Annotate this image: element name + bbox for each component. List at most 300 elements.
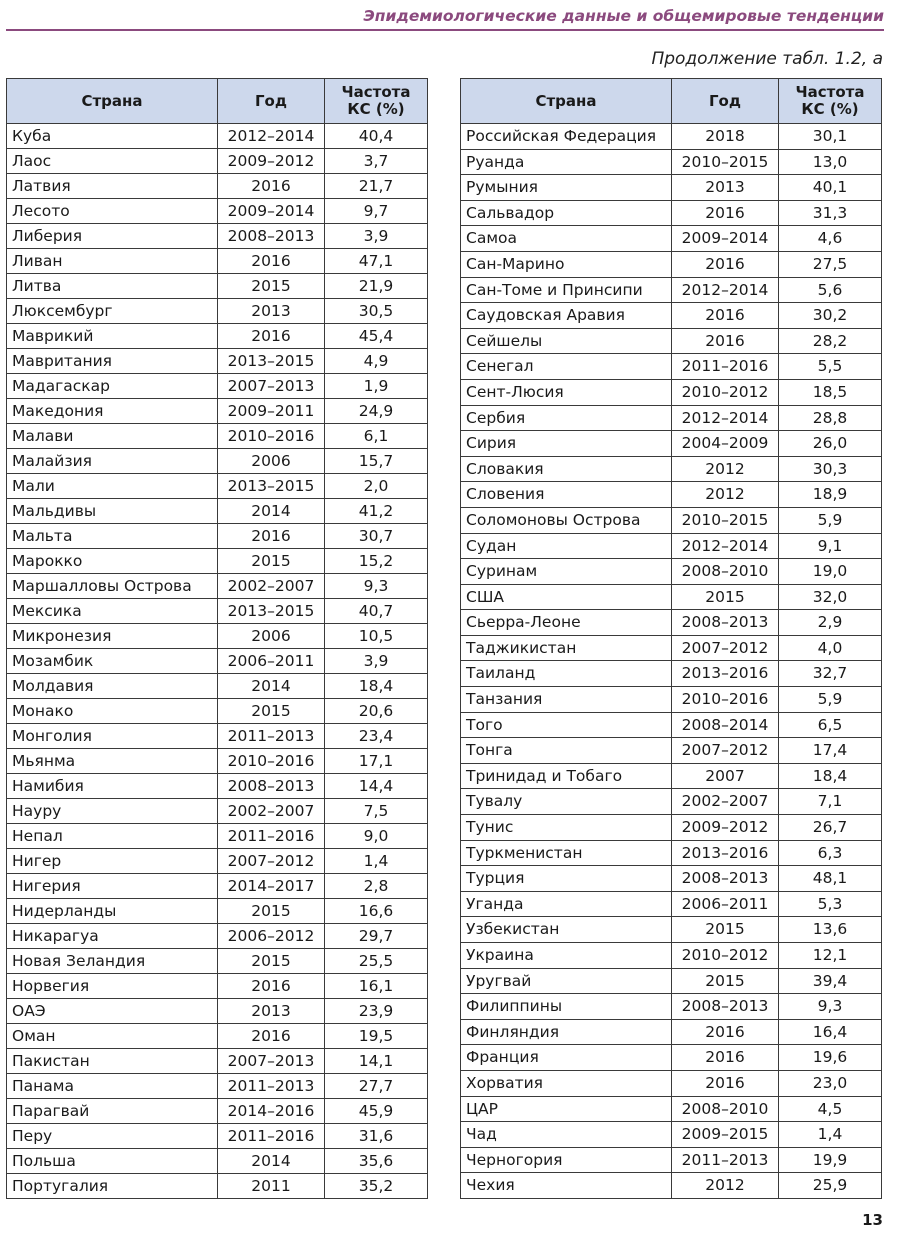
cell-country: Сьерра-Леоне (461, 610, 672, 636)
cell-rate: 28,8 (779, 405, 882, 431)
cell-year: 2015 (672, 584, 779, 610)
cell-country: Лаос (7, 149, 218, 174)
cell-rate: 40,4 (325, 124, 428, 149)
cell-year: 2010–2016 (218, 424, 325, 449)
cell-rate: 3,9 (325, 224, 428, 249)
cell-rate: 30,1 (779, 124, 882, 150)
table-row (7, 174, 428, 199)
cell-country: Нигер (7, 849, 218, 874)
cell-country: Сирия (461, 431, 672, 457)
cell-country: Мальта (7, 524, 218, 549)
cell-year: 2013 (218, 999, 325, 1024)
running-head-title: Эпидемиологические данные и общемировые тенденции (363, 7, 884, 25)
cell-country: Туркменистан (461, 840, 672, 866)
cell-year: 2002–2007 (218, 799, 325, 824)
cell-country: Руанда (461, 149, 672, 175)
cell-rate: 19,0 (779, 559, 882, 585)
table-row (7, 399, 428, 424)
cell-year: 2006 (218, 449, 325, 474)
cell-country: Сент-Люсия (461, 379, 672, 405)
cell-year: 2008–2010 (672, 1096, 779, 1122)
cell-country: Непал (7, 824, 218, 849)
cell-rate: 6,1 (325, 424, 428, 449)
cell-year: 2006–2011 (672, 891, 779, 917)
cell-country: Сан-Марино (461, 251, 672, 277)
table-row (7, 924, 428, 949)
cell-rate: 30,5 (325, 299, 428, 324)
cell-country: Узбекистан (461, 917, 672, 943)
left-table (6, 78, 428, 1199)
left-table-header-row (7, 79, 428, 124)
cell-year: 2015 (218, 949, 325, 974)
cell-rate: 12,1 (779, 943, 882, 969)
cell-rate: 47,1 (325, 249, 428, 274)
cell-year: 2014 (218, 674, 325, 699)
cell-rate: 3,7 (325, 149, 428, 174)
cell-rate: 41,2 (325, 499, 428, 524)
cell-rate: 17,1 (325, 749, 428, 774)
cell-rate: 1,9 (325, 374, 428, 399)
right-table (460, 78, 882, 1199)
cell-rate: 28,2 (779, 328, 882, 354)
cell-country: Нигерия (7, 874, 218, 899)
table-row (7, 299, 428, 324)
cell-year: 2008–2013 (672, 610, 779, 636)
table-row (461, 738, 882, 764)
cell-year: 2007–2012 (218, 849, 325, 874)
table-row (461, 456, 882, 482)
right-table-header-row (461, 79, 882, 124)
cell-country: Мьянма (7, 749, 218, 774)
cell-rate: 39,4 (779, 968, 882, 994)
cell-rate: 9,3 (779, 994, 882, 1020)
table-row (7, 899, 428, 924)
cell-rate: 19,9 (779, 1147, 882, 1173)
cell-rate: 18,4 (779, 763, 882, 789)
cell-year: 2010–2012 (672, 379, 779, 405)
cell-rate: 4,6 (779, 226, 882, 252)
cell-country: Микронезия (7, 624, 218, 649)
cell-country: Науру (7, 799, 218, 824)
cell-rate: 2,9 (779, 610, 882, 636)
cell-rate: 16,1 (325, 974, 428, 999)
table-row (7, 1024, 428, 1049)
cell-year: 2011–2016 (218, 824, 325, 849)
cell-rate: 27,5 (779, 251, 882, 277)
cell-country: Сербия (461, 405, 672, 431)
table-row (461, 891, 882, 917)
cell-rate: 15,7 (325, 449, 428, 474)
cell-rate: 23,4 (325, 724, 428, 749)
table-row (7, 574, 428, 599)
cell-rate: 6,3 (779, 840, 882, 866)
cell-rate: 14,1 (325, 1049, 428, 1074)
cell-year: 2010–2015 (672, 507, 779, 533)
cell-country: Черногория (461, 1147, 672, 1173)
cell-year: 2012–2014 (672, 405, 779, 431)
table-row (461, 712, 882, 738)
cell-rate: 48,1 (779, 866, 882, 892)
cell-country: Марокко (7, 549, 218, 574)
cell-year: 2014–2016 (218, 1099, 325, 1124)
cell-country: Португалия (7, 1174, 218, 1199)
cell-year: 2004–2009 (672, 431, 779, 457)
cell-rate: 5,6 (779, 277, 882, 303)
cell-country: Малави (7, 424, 218, 449)
cell-rate: 2,8 (325, 874, 428, 899)
cell-country: Российская Федерация (461, 124, 672, 150)
table-row (7, 199, 428, 224)
table-row (461, 328, 882, 354)
cell-year: 2014 (218, 1149, 325, 1174)
cell-country: Мексика (7, 599, 218, 624)
cell-year: 2013 (218, 299, 325, 324)
table-row (461, 226, 882, 252)
table-row (7, 499, 428, 524)
cell-rate: 35,6 (325, 1149, 428, 1174)
table-row (7, 799, 428, 824)
cell-rate: 5,9 (779, 507, 882, 533)
table-row (7, 624, 428, 649)
cell-year: 2012 (672, 1173, 779, 1199)
cell-country: Мальдивы (7, 499, 218, 524)
cell-year: 2007–2013 (218, 1049, 325, 1074)
cell-country: Чехия (461, 1173, 672, 1199)
cell-country: Уругвай (461, 968, 672, 994)
cell-country: Мадагаскар (7, 374, 218, 399)
cell-country: Финляндия (461, 1019, 672, 1045)
cell-year: 2006–2011 (218, 649, 325, 674)
cell-year: 2008–2014 (672, 712, 779, 738)
table-row (7, 324, 428, 349)
cell-country: Румыния (461, 175, 672, 201)
cell-country: Тринидад и Тобаго (461, 763, 672, 789)
cell-rate: 30,7 (325, 524, 428, 549)
table-row (461, 789, 882, 815)
cell-year: 2016 (672, 200, 779, 226)
table-row (7, 649, 428, 674)
cell-country: Судан (461, 533, 672, 559)
table-row (7, 949, 428, 974)
cell-year: 2013–2016 (672, 840, 779, 866)
table-row (7, 224, 428, 249)
cell-rate: 18,4 (325, 674, 428, 699)
table-row (7, 724, 428, 749)
cell-country: ЦАР (461, 1096, 672, 1122)
cell-country: Маршалловы Острова (7, 574, 218, 599)
cell-rate: 19,6 (779, 1045, 882, 1071)
table-row (461, 866, 882, 892)
cell-country: Новая Зеландия (7, 949, 218, 974)
cell-country: Тонга (461, 738, 672, 764)
cell-year: 2016 (218, 1024, 325, 1049)
cell-rate: 25,5 (325, 949, 428, 974)
cell-year: 2009–2014 (672, 226, 779, 252)
table-row (461, 1173, 882, 1199)
cell-rate: 5,9 (779, 687, 882, 713)
cell-year: 2007–2012 (672, 738, 779, 764)
table-row (461, 507, 882, 533)
cell-country: Сальвадор (461, 200, 672, 226)
table-row (7, 1174, 428, 1199)
cell-year: 2016 (672, 1070, 779, 1096)
cell-country: Перу (7, 1124, 218, 1149)
cell-country: ОАЭ (7, 999, 218, 1024)
cell-rate: 23,9 (325, 999, 428, 1024)
cell-rate: 18,5 (779, 379, 882, 405)
table-row (461, 763, 882, 789)
table-row (7, 149, 428, 174)
cell-rate: 9,0 (325, 824, 428, 849)
table-row (7, 1049, 428, 1074)
table-row (7, 1149, 428, 1174)
cell-country: Сан-Томе и Принсипи (461, 277, 672, 303)
cell-year: 2002–2007 (218, 574, 325, 599)
column-header-rate: Частота КС (%) (779, 79, 882, 124)
cell-country: Монголия (7, 724, 218, 749)
cell-rate: 7,5 (325, 799, 428, 824)
cell-country: Оман (7, 1024, 218, 1049)
cell-year: 2015 (218, 274, 325, 299)
cell-country: Танзания (461, 687, 672, 713)
table-row (461, 482, 882, 508)
table-row (461, 687, 882, 713)
cell-rate: 9,1 (779, 533, 882, 559)
table-row (461, 1070, 882, 1096)
cell-rate: 31,3 (779, 200, 882, 226)
table-row (461, 1045, 882, 1071)
cell-year: 2010–2012 (672, 943, 779, 969)
cell-country: Таиланд (461, 661, 672, 687)
cell-country: Пакистан (7, 1049, 218, 1074)
cell-year: 2016 (218, 524, 325, 549)
table-row (7, 749, 428, 774)
cell-year: 2015 (218, 549, 325, 574)
cell-rate: 4,0 (779, 635, 882, 661)
cell-rate: 21,9 (325, 274, 428, 299)
cell-rate: 24,9 (325, 399, 428, 424)
table-row (461, 379, 882, 405)
cell-country: Маврикий (7, 324, 218, 349)
table-row (7, 874, 428, 899)
cell-year: 2018 (672, 124, 779, 150)
table-row (461, 840, 882, 866)
cell-country: Латвия (7, 174, 218, 199)
cell-year: 2008–2013 (672, 994, 779, 1020)
table-row (461, 1019, 882, 1045)
cell-year: 2008–2013 (672, 866, 779, 892)
cell-year: 2009–2011 (218, 399, 325, 424)
cell-year: 2016 (672, 303, 779, 329)
cell-rate: 27,7 (325, 1074, 428, 1099)
cell-country: Панама (7, 1074, 218, 1099)
cell-rate: 26,0 (779, 431, 882, 457)
cell-country: Турция (461, 866, 672, 892)
table-row (461, 610, 882, 636)
cell-country: Чад (461, 1122, 672, 1148)
table-row (461, 149, 882, 175)
cell-rate: 35,2 (325, 1174, 428, 1199)
right-table-body (461, 124, 882, 1199)
cell-year: 2011–2013 (218, 1074, 325, 1099)
table-row (461, 1147, 882, 1173)
cell-year: 2013–2016 (672, 661, 779, 687)
cell-rate: 40,1 (779, 175, 882, 201)
table-row (7, 449, 428, 474)
cell-country: Мозамбик (7, 649, 218, 674)
cell-year: 2015 (672, 968, 779, 994)
column-header-country: Страна (7, 79, 218, 124)
cell-rate: 18,9 (779, 482, 882, 508)
cell-rate: 5,5 (779, 354, 882, 380)
column-header-rate: Частота КС (%) (325, 79, 428, 124)
cell-country: Тувалу (461, 789, 672, 815)
cell-year: 2015 (218, 899, 325, 924)
cell-country: Лесото (7, 199, 218, 224)
table-row (7, 124, 428, 149)
table-row (461, 1122, 882, 1148)
table-row (461, 968, 882, 994)
cell-year: 2016 (672, 328, 779, 354)
cell-year: 2010–2016 (218, 749, 325, 774)
cell-country: Монако (7, 699, 218, 724)
cell-rate: 7,1 (779, 789, 882, 815)
cell-country: Литва (7, 274, 218, 299)
cell-year: 2006–2012 (218, 924, 325, 949)
cell-country: Того (461, 712, 672, 738)
cell-country: Украина (461, 943, 672, 969)
cell-country: Македония (7, 399, 218, 424)
cell-year: 2013–2015 (218, 349, 325, 374)
table-row (7, 274, 428, 299)
table-row (461, 431, 882, 457)
cell-country: Намибия (7, 774, 218, 799)
cell-year: 2008–2013 (218, 774, 325, 799)
cell-rate: 1,4 (779, 1122, 882, 1148)
cell-year: 2010–2015 (672, 149, 779, 175)
cell-rate: 19,5 (325, 1024, 428, 1049)
table-row (461, 917, 882, 943)
cell-rate: 16,6 (325, 899, 428, 924)
table-row (7, 774, 428, 799)
table-row (7, 524, 428, 549)
table-row (461, 559, 882, 585)
table-row (461, 277, 882, 303)
cell-country: Малайзия (7, 449, 218, 474)
cell-rate: 29,7 (325, 924, 428, 949)
cell-rate: 45,9 (325, 1099, 428, 1124)
cell-rate: 14,4 (325, 774, 428, 799)
cell-year: 2016 (672, 251, 779, 277)
page-number: 13 (862, 1211, 883, 1229)
cell-rate: 1,4 (325, 849, 428, 874)
cell-country: Филиппины (461, 994, 672, 1020)
cell-rate: 3,9 (325, 649, 428, 674)
cell-year: 2008–2010 (672, 559, 779, 585)
cell-year: 2016 (672, 1019, 779, 1045)
cell-country: Соломоновы Острова (461, 507, 672, 533)
cell-country: Уганда (461, 891, 672, 917)
table-row (461, 405, 882, 431)
cell-rate: 26,7 (779, 815, 882, 841)
table-caption: Продолжение табл. 1.2, а (651, 49, 883, 69)
table-row (7, 424, 428, 449)
cell-rate: 16,4 (779, 1019, 882, 1045)
cell-year: 2011 (218, 1174, 325, 1199)
cell-country: Суринам (461, 559, 672, 585)
cell-year: 2008–2013 (218, 224, 325, 249)
cell-rate: 30,3 (779, 456, 882, 482)
cell-country: Самоа (461, 226, 672, 252)
column-header-year: Год (218, 79, 325, 124)
cell-rate: 13,6 (779, 917, 882, 943)
cell-country: Мали (7, 474, 218, 499)
cell-country: Куба (7, 124, 218, 149)
cell-year: 2011–2016 (672, 354, 779, 380)
cell-rate: 13,0 (779, 149, 882, 175)
header-rule (6, 29, 884, 31)
table-row (7, 599, 428, 624)
cell-rate: 32,0 (779, 584, 882, 610)
table-row (7, 249, 428, 274)
cell-country: Таджикистан (461, 635, 672, 661)
table-row (461, 303, 882, 329)
cell-year: 2012–2014 (218, 124, 325, 149)
cell-rate: 6,5 (779, 712, 882, 738)
cell-rate: 32,7 (779, 661, 882, 687)
table-row (7, 1124, 428, 1149)
cell-year: 2007–2013 (218, 374, 325, 399)
table-row (7, 474, 428, 499)
cell-country: Франция (461, 1045, 672, 1071)
cell-rate: 9,7 (325, 199, 428, 224)
table-row (7, 699, 428, 724)
cell-year: 2013–2015 (218, 599, 325, 624)
table-row (461, 175, 882, 201)
cell-year: 2007 (672, 763, 779, 789)
cell-year: 2014–2017 (218, 874, 325, 899)
cell-year: 2012 (672, 482, 779, 508)
cell-rate: 25,9 (779, 1173, 882, 1199)
cell-year: 2011–2016 (218, 1124, 325, 1149)
table-row (7, 674, 428, 699)
cell-year: 2016 (218, 249, 325, 274)
cell-country: Сейшелы (461, 328, 672, 354)
table-row (7, 549, 428, 574)
cell-year: 2007–2012 (672, 635, 779, 661)
table-row (461, 354, 882, 380)
cell-country: Словения (461, 482, 672, 508)
table-row (461, 124, 882, 150)
cell-year: 2016 (218, 974, 325, 999)
cell-year: 2011–2013 (218, 724, 325, 749)
cell-country: Сенегал (461, 354, 672, 380)
cell-rate: 30,2 (779, 303, 882, 329)
cell-rate: 31,6 (325, 1124, 428, 1149)
column-header-year: Год (672, 79, 779, 124)
cell-country: Мавритания (7, 349, 218, 374)
cell-rate: 21,7 (325, 174, 428, 199)
cell-country: Никарагуа (7, 924, 218, 949)
table-row (7, 1074, 428, 1099)
table-row (7, 374, 428, 399)
cell-year: 2009–2015 (672, 1122, 779, 1148)
cell-year: 2006 (218, 624, 325, 649)
cell-country: США (461, 584, 672, 610)
cell-rate: 15,2 (325, 549, 428, 574)
cell-year: 2009–2012 (672, 815, 779, 841)
cell-country: Парагвай (7, 1099, 218, 1124)
